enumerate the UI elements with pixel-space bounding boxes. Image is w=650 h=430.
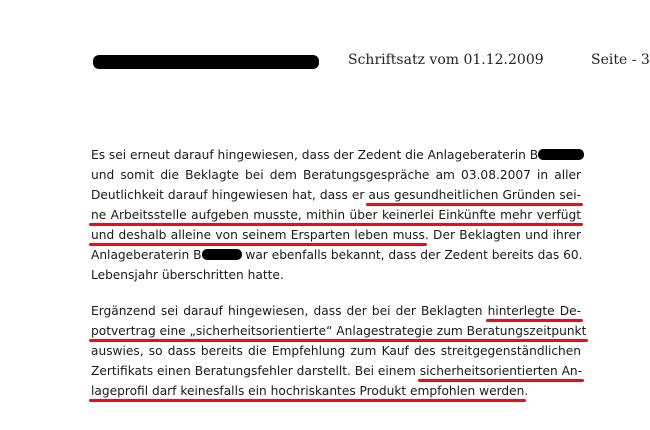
redacted-name xyxy=(202,249,242,260)
text-line: lageprofil darf keinesfalls ein hochriskantes Produkt empfohlen werden. xyxy=(91,384,529,398)
highlighted-text: sicherheitsorientierten An- xyxy=(419,364,583,378)
highlighted-text: lageprofil darf keinesfalls ein hochriskantes Produkt empfohlen werden xyxy=(91,384,525,398)
text-line: Zertifikats einen Beratungsfehler darstellt. Bei einem sicherheitsorientierten An- xyxy=(91,364,583,378)
text-line: Deutlichkeit darauf hingewiesen hat, dass er aus gesundheitlichen Gründen sei- xyxy=(91,188,581,202)
highlighted-text: aus gesundheitlichen Gründen sei- xyxy=(368,188,581,202)
text-line: Lebensjahr überschritten hatte. xyxy=(91,268,284,282)
text-line: und somit die Beklagte bei dem Beratungsgespräche am 03.08.2007 in aller xyxy=(91,168,581,182)
text-line: Es sei erneut darauf hingewiesen, dass der Zedent die Anlageberaterin B xyxy=(91,145,581,165)
redacted-name xyxy=(538,149,584,160)
text-line xyxy=(91,205,581,225)
text-line xyxy=(91,321,587,341)
page-number: Seite - 3 xyxy=(591,52,650,68)
text-line: Ergänzend sei darauf hingewiesen, dass der bei der Beklagten hinterlegte De- xyxy=(91,304,581,318)
text-line: Anlageberaterin B war ebenfalls bekannt, dass der Zedent bereits das 60. xyxy=(91,248,583,262)
highlighted-text: potvertrag eine „sicherheitsorientierte“ Anlagestrategie zum Beratungszeitpunkt xyxy=(91,324,587,338)
text-line: auswies, so dass bereits die Empfehlung zum Kauf des streitgegenständlichen xyxy=(91,344,581,358)
text-line: und deshalb alleine von seinem Ersparten leben muss. Der Beklagten und ihrer xyxy=(91,228,581,242)
highlighted-text: und deshalb alleine von seinem Ersparten leben muss xyxy=(91,228,425,242)
highlighted-text: hinterlegte De- xyxy=(487,304,581,318)
redacted-header-name xyxy=(93,55,319,69)
highlighted-text: ne Arbeitsstelle aufgeben musste, mithin über keinerlei Einkünfte mehr verfügt xyxy=(91,208,581,222)
document-title: Schriftsatz vom 01.12.2009 xyxy=(348,52,544,68)
